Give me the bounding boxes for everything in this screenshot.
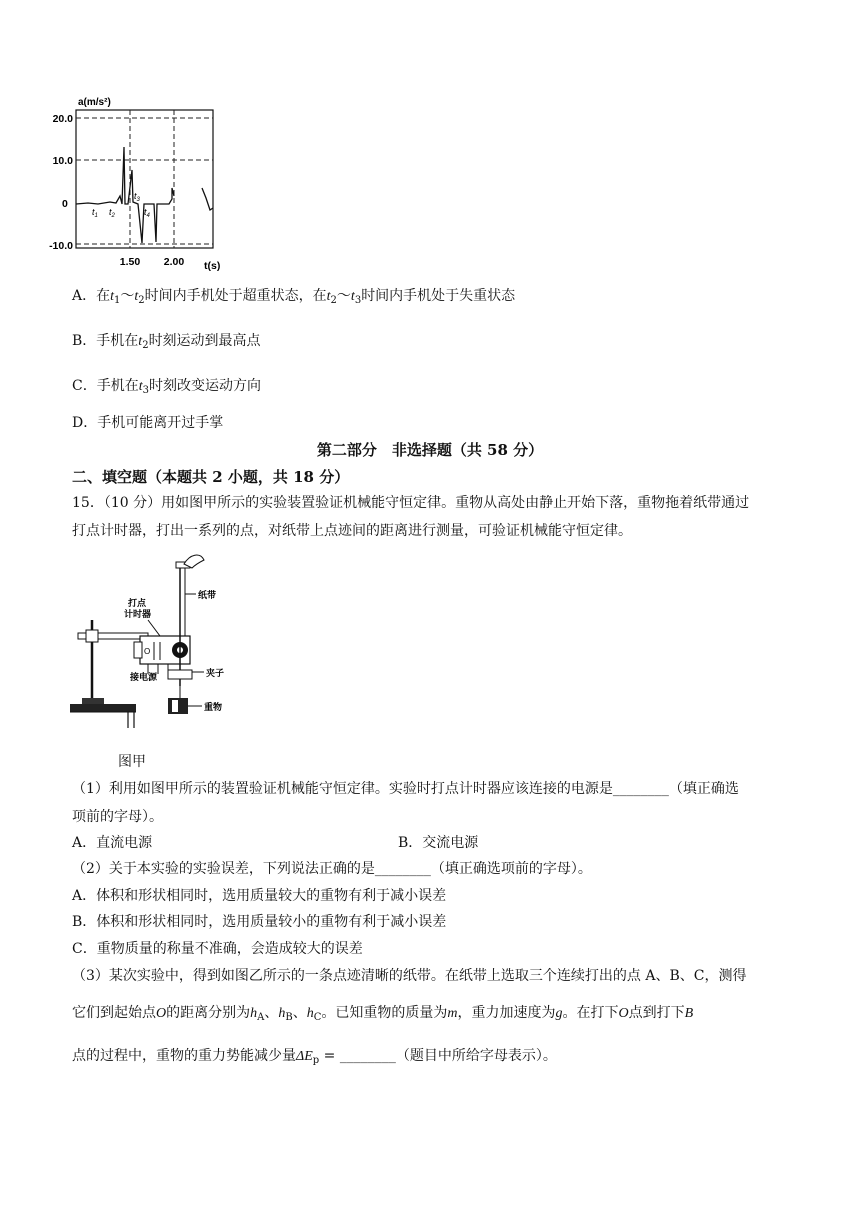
part2-title: 第二部分 非选择题（共 58 分）: [316, 441, 544, 459]
q15-sub1-line1: （1）利用如图甲所示的装置验证机械能守恒定律。实验时打点计时器应该连接的电源是________（填正确选: [72, 781, 739, 797]
q15-sub2-option-c: C．重物质量的称量不准确，会造成较大的误差: [72, 941, 363, 957]
q15-sub1-line2: 项前的字母）。: [72, 809, 163, 825]
q14-option-d: D．手机可能离开过手掌: [72, 415, 224, 431]
q15-stem-line1: 15．（10 分）用如图甲所示的实验装置验证机械能守恒定律。重物从高处由静止开始下落，重物拖着纸带通过: [72, 495, 750, 511]
q15-sub1-option-a: A．直流电源: [72, 835, 153, 851]
q15-sub2-option-a: A．体积和形状相同时，选用质量较大的重物有利于减小误差: [72, 888, 447, 904]
y-tick-0: 0: [62, 198, 68, 210]
x-tick-150: 1.50: [119, 256, 141, 268]
label-timer-2: 计时器: [124, 609, 152, 619]
apparatus-figure: [68, 550, 238, 730]
figure-caption: 图甲: [118, 754, 146, 770]
table-top: [70, 704, 136, 712]
q15-sub3-line3: 点的过程中，重物的重力势能减少量$\Delta E_p$ = ________（题目中所给字母表示）。: [72, 1048, 557, 1066]
q15-sub2-option-b: B．体积和形状相同时，选用质量较小的重物有利于减小误差: [72, 914, 447, 930]
t3-marker: $t_3$: [134, 191, 140, 203]
y-tick-neg10: -10.0: [49, 240, 73, 252]
y-tick-10: 10.0: [52, 155, 73, 167]
label-power: 接电源: [130, 672, 158, 682]
t4-marker: $t_4$: [144, 207, 150, 219]
stand-base: [82, 698, 104, 704]
t1-marker: $t_1$: [92, 207, 98, 219]
label-timer-1: 打点: [128, 598, 147, 608]
x-tick-200: 2.00: [163, 256, 185, 268]
t2-marker: $t_2$: [109, 207, 115, 219]
q15-stem-line2: 打点计时器，打出一系列的点，对纸带上点迹间的距离进行测量，可验证机械能守恒定律。: [72, 523, 632, 539]
section2-title: 二、填空题（本题共 2 小题，共 18 分）: [72, 468, 350, 486]
q14-option-b: B．手机在$t_2$时刻运动到最高点: [72, 333, 261, 351]
q15-sub2-stem: （2）关于本实验的实验误差，下列说法正确的是________（填正确选项前的字母）。: [72, 861, 592, 877]
label-weight: 重物: [204, 702, 223, 712]
q14-option-a: A．在$t_1\sim t_2$时间内手机处于超重状态，在$t_2\sim t_3$时间内手机处于失重状态: [72, 288, 516, 306]
graph-frame: [76, 110, 213, 248]
q15-sub1-option-b: B．交流电源: [398, 835, 479, 851]
acceleration-time-graph: [49, 92, 234, 272]
svg-text:O: O: [144, 647, 151, 656]
label-paper-tape: 纸带: [198, 590, 217, 600]
label-clip: 夹子: [206, 668, 225, 678]
x-axis-label: t(s): [204, 260, 221, 272]
clip: [168, 670, 192, 679]
q15-sub3-line1: （3）某次实验中，得到如图乙所示的一条点迹清晰的纸带。在纸带上选取三个连续打出的点 A、B、C，测得: [72, 968, 747, 984]
y-tick-20: 20.0: [52, 113, 73, 125]
q14-option-c: C．手机在$t_3$时刻改变运动方向: [72, 378, 261, 396]
acceleration-curve: [76, 147, 213, 243]
q15-sub3-line2: 它们到起始点O的距离分别为$h_A$、$h_B$、$h_C$。已知重物的质量为m，重力加速度为g。在打下O点到打下B: [72, 1005, 694, 1023]
y-axis-label: a(m/s²): [78, 97, 111, 108]
